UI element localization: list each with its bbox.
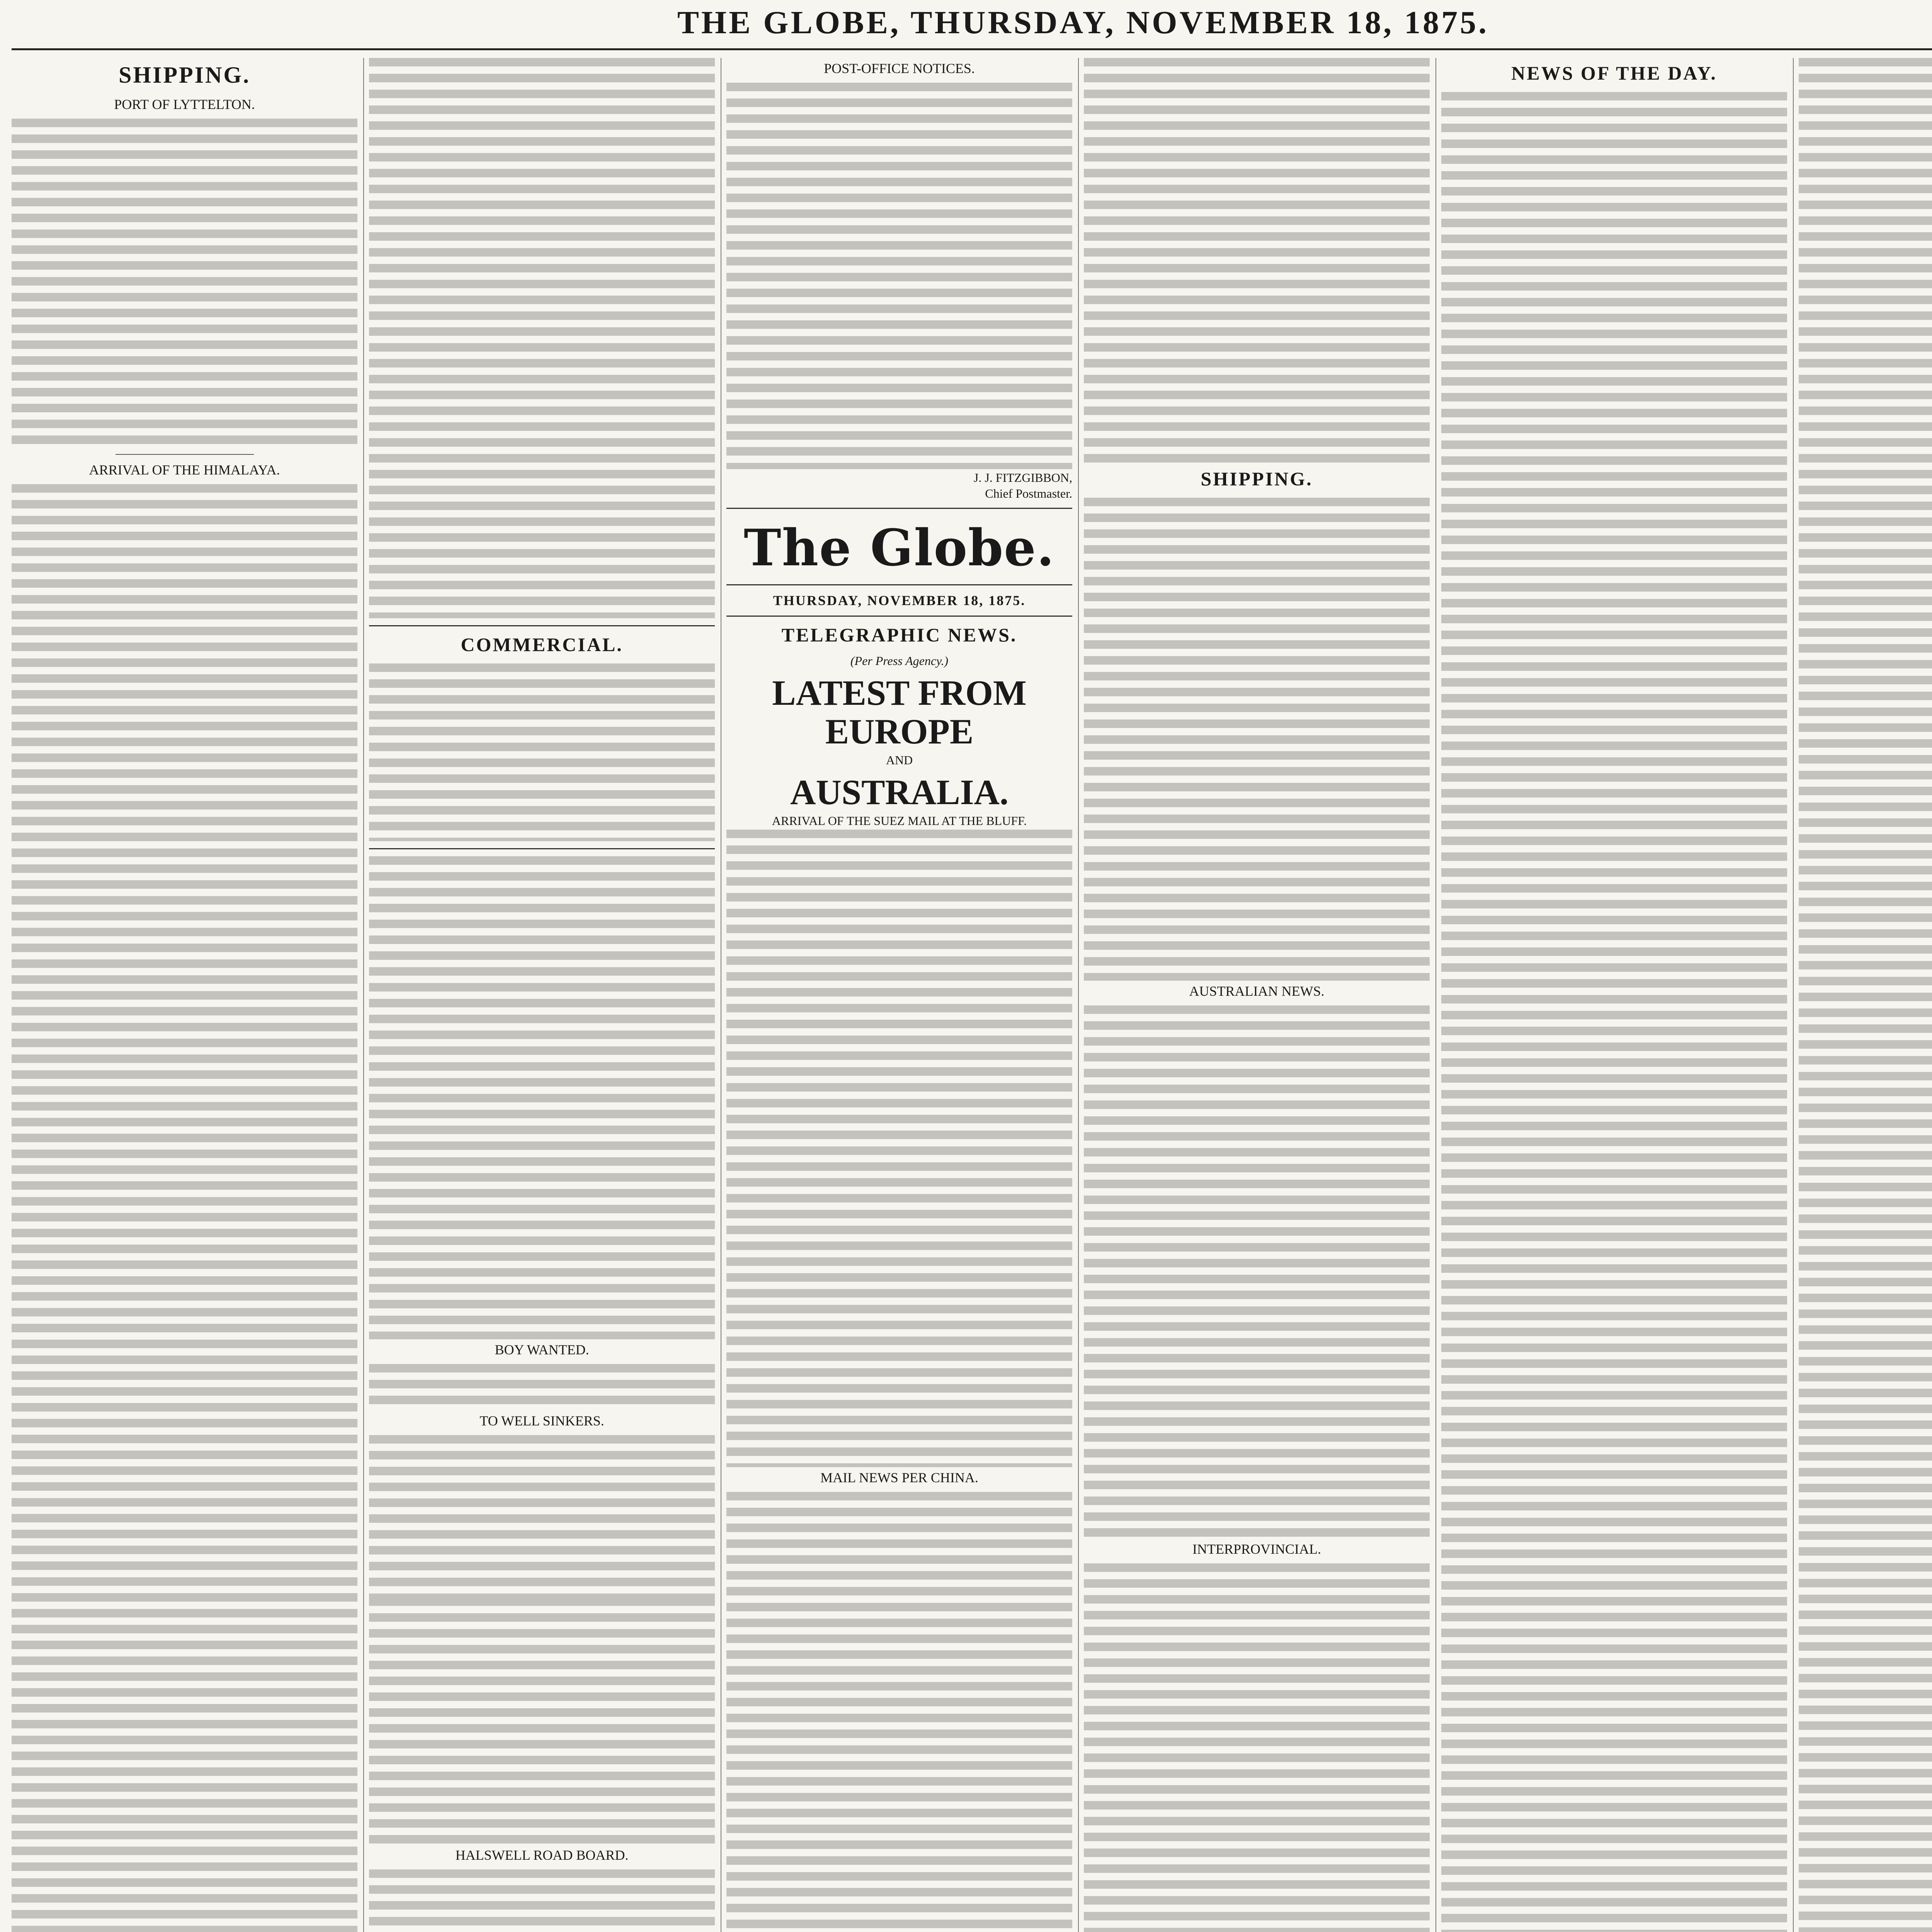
column-5 (1441, 58, 1787, 1932)
column-rule (1793, 58, 1794, 1932)
shipping-lists-text (1084, 498, 1430, 981)
column-rule (363, 58, 364, 1932)
section-title-shipping: SHIPPING. (118, 62, 251, 88)
sub-title-port: PORT OF LYTTELTON. (114, 97, 255, 112)
permissive-bill-text (1084, 58, 1430, 464)
testimonials-text-block (369, 58, 715, 618)
per-press-agency: (Per Press Agency.) (850, 654, 949, 668)
column-4 (1084, 58, 1430, 1932)
boy-wanted-text (369, 1364, 715, 1410)
masthead: THE GLOBE, THURSDAY, NOVEMBER 18, 1875. (677, 5, 1489, 41)
headline-europe: LATEST FROM EUROPE (772, 673, 1027, 751)
heading-halswell-road-board: HALSWELL ROAD BOARD. (455, 1847, 629, 1863)
divider (726, 616, 1072, 617)
column-rule (1078, 58, 1079, 1932)
court-reports-text (1799, 58, 1932, 1932)
heading-australian-news: AUSTRALIAN NEWS. (1189, 983, 1325, 999)
heading-well-sinkers: TO WELL SINKERS. (480, 1413, 604, 1429)
heading-news-of-the-day: NEWS OF THE DAY. (1511, 62, 1717, 84)
himalaya-text-block (12, 484, 357, 1932)
classified-ads-block (369, 856, 715, 1339)
notices-block (369, 1597, 715, 1845)
well-sinkers-text (369, 1435, 715, 1597)
column-rule (1435, 58, 1436, 1932)
divider (726, 584, 1072, 585)
heading-telegraphic-news: TELEGRAPHIC NEWS. (781, 624, 1017, 646)
headline-australia: AUSTRALIA. (790, 772, 1009, 812)
heading-post-office: POST-OFFICE NOTICES. (824, 61, 975, 76)
interprovincial-text (1084, 1563, 1430, 1932)
dateline: THURSDAY, NOVEMBER 18, 1875. (773, 593, 1026, 608)
divider (726, 508, 1072, 509)
heading-commercial: COMMERCIAL. (461, 634, 623, 655)
headline-subtitle: ARRIVAL OF THE SUEZ MAIL AT THE BLUFF. (772, 814, 1027, 828)
column-3 (726, 58, 1072, 1932)
customs-table (369, 663, 715, 841)
divider (369, 848, 715, 849)
postmaster-signature: J. J. FITZGIBBON, (973, 471, 1072, 485)
headline-and: AND (886, 753, 913, 767)
australian-news-text (1084, 1005, 1430, 1539)
cablegram-text (726, 830, 1072, 1467)
masthead-rule (12, 48, 1932, 50)
china-mail-text (726, 1492, 1072, 1932)
heading-himalaya: ARRIVAL OF THE HIMALAYA. (89, 462, 280, 478)
shipping-text-block (12, 119, 357, 447)
newspaper-nameplate: The Globe. (743, 518, 1055, 577)
column-2 (369, 58, 715, 1932)
heading-mail-news-china: MAIL NEWS PER CHINA. (820, 1470, 978, 1485)
heading-boy-wanted: BOY WANTED. (495, 1342, 589, 1357)
postmaster-title: Chief Postmaster. (985, 486, 1072, 500)
column-1 (12, 58, 357, 1932)
column-6 (1799, 58, 1932, 1932)
heading-interprovincial: INTERPROVINCIAL. (1192, 1541, 1321, 1557)
heading-shipping: SHIPPING. (1201, 468, 1313, 490)
divider (369, 625, 715, 626)
news-of-the-day-text (1441, 92, 1787, 1932)
post-office-text (726, 83, 1072, 469)
halswell-text (369, 1869, 715, 1932)
divider (116, 454, 254, 455)
